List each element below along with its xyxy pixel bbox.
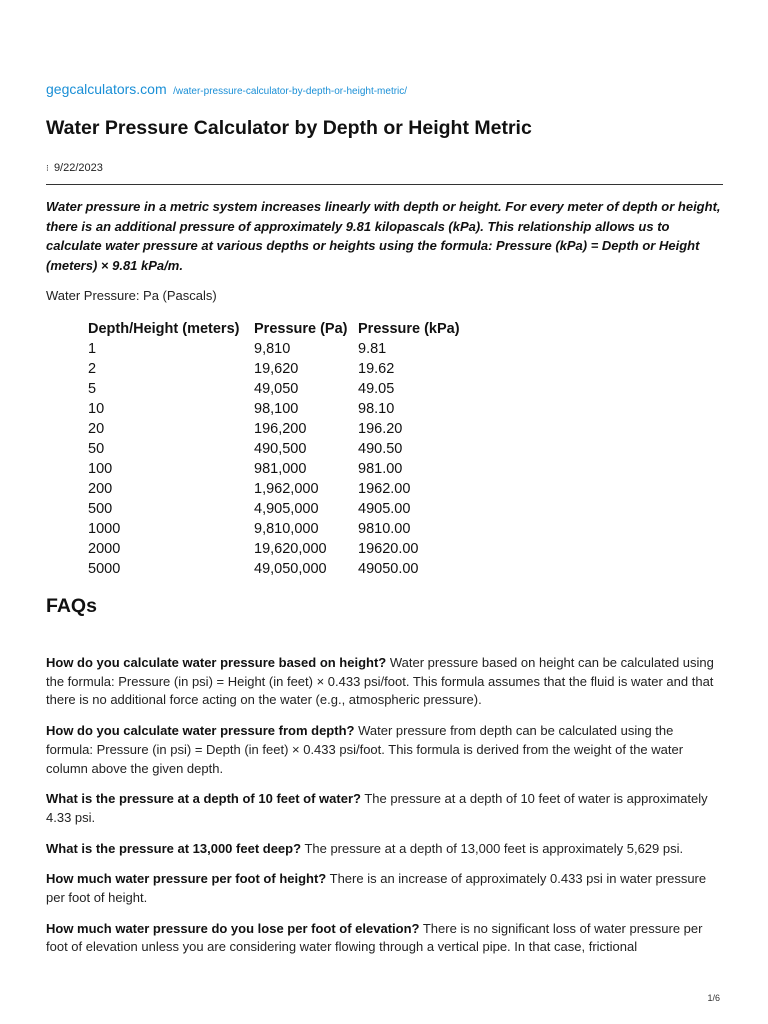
table-body bbox=[88, 339, 468, 579]
cell-depth: 2 bbox=[88, 361, 97, 377]
cell-pressure-pa: 19,620,000 bbox=[254, 541, 327, 557]
faqs-heading: FAQs bbox=[46, 595, 97, 617]
meta-line bbox=[46, 162, 103, 174]
units-line: Water Pressure: Pa (Pascals) bbox=[46, 288, 217, 303]
cell-pressure-pa: 1,962,000 bbox=[254, 481, 319, 497]
faq-answer: The pressure at a depth of 13,000 feet is approximately 5,629 psi. bbox=[304, 840, 684, 856]
table-row bbox=[88, 379, 468, 399]
cell-depth: 10 bbox=[88, 401, 105, 417]
source-url bbox=[46, 81, 407, 99]
table-header-row bbox=[88, 319, 468, 339]
faq-question: What is the pressure at 13,000 feet deep? bbox=[46, 840, 302, 856]
meta-dots-icon: ⁝ bbox=[46, 163, 49, 173]
table-row bbox=[88, 419, 468, 439]
cell-depth: 500 bbox=[88, 501, 113, 517]
column-header-pressure-pa: Pressure (Pa) bbox=[254, 321, 348, 337]
cell-depth: 100 bbox=[88, 461, 113, 477]
cell-pressure-pa: 9,810,000 bbox=[254, 521, 319, 537]
table-row bbox=[88, 519, 468, 539]
page-title: Water Pressure Calculator by Depth or Height Metric bbox=[46, 117, 532, 139]
cell-pressure-pa: 19,620 bbox=[254, 361, 299, 377]
faq-answer: Water pressure from depth can be calculated using the formula: Pressure (in psi) = Depth (in feet) × 0.433 psi/foot. This formula is derived from the weight of the water column above the given depth. bbox=[46, 723, 684, 776]
cell-pressure-kpa: 9810.00 bbox=[358, 521, 411, 537]
cell-pressure-kpa: 1962.00 bbox=[358, 481, 411, 497]
column-header-pressure-kpa: Pressure (kPa) bbox=[358, 321, 460, 337]
cell-pressure-kpa: 98.10 bbox=[358, 401, 395, 417]
publish-date: 9/22/2023 bbox=[53, 162, 103, 174]
cell-pressure-kpa: 490.50 bbox=[358, 441, 403, 457]
cell-pressure-pa: 490,500 bbox=[254, 441, 307, 457]
cell-pressure-kpa: 49.05 bbox=[358, 381, 395, 397]
cell-depth: 50 bbox=[88, 441, 105, 457]
table-row bbox=[88, 359, 468, 379]
faq-item bbox=[46, 920, 723, 957]
faq-answer: Water pressure based on height can be calculated using the formula: Pressure (in psi) = Height (in feet) × 0.433 psi/foot. This formula assumes that the fluid is water and that there is no additional force acting on the water (e.g., atmospheric pressure). bbox=[46, 655, 714, 708]
site-link[interactable]: gegcalculators.com bbox=[46, 81, 167, 97]
faq-item bbox=[46, 790, 723, 827]
table-row bbox=[88, 399, 468, 419]
table-row bbox=[88, 499, 468, 519]
cell-pressure-pa: 49,050 bbox=[254, 381, 299, 397]
faq-question: How much water pressure do you lose per foot of elevation? bbox=[46, 920, 420, 936]
faq-answer: The pressure at a depth of 10 feet of water is approximately 4.33 psi. bbox=[46, 791, 708, 825]
cell-pressure-pa: 4,905,000 bbox=[254, 501, 319, 517]
pressure-table bbox=[88, 319, 468, 579]
cell-pressure-kpa: 981.00 bbox=[358, 461, 403, 477]
faq-answer: There is no significant loss of water pressure per foot of elevation unless you are considering water flowing through a vertical pipe. In that case, frictional bbox=[46, 920, 703, 955]
table-row bbox=[88, 459, 468, 479]
cell-pressure-kpa: 196.20 bbox=[358, 421, 403, 437]
table-row bbox=[88, 539, 468, 559]
header-divider bbox=[46, 184, 723, 185]
page-number: 1/6 bbox=[707, 993, 720, 1003]
cell-pressure-kpa: 49050.00 bbox=[358, 561, 419, 577]
cell-depth: 5000 bbox=[88, 561, 121, 577]
table-row bbox=[88, 479, 468, 499]
cell-depth: 20 bbox=[88, 421, 105, 437]
cell-depth: 5 bbox=[88, 381, 97, 397]
cell-pressure-pa: 98,100 bbox=[254, 401, 299, 417]
cell-pressure-pa: 981,000 bbox=[254, 461, 307, 477]
cell-pressure-pa: 49,050,000 bbox=[254, 561, 327, 577]
cell-pressure-kpa: 9.81 bbox=[358, 341, 387, 357]
cell-depth: 2000 bbox=[88, 541, 121, 557]
cell-pressure-pa: 9,810 bbox=[254, 341, 291, 357]
cell-pressure-kpa: 19620.00 bbox=[358, 541, 419, 557]
faq-list bbox=[46, 654, 723, 969]
table-row bbox=[88, 339, 468, 359]
faq-question: What is the pressure at a depth of 10 feet of water? bbox=[46, 791, 361, 807]
cell-pressure-kpa: 4905.00 bbox=[358, 501, 411, 517]
document-page bbox=[46, 0, 723, 1024]
table-row bbox=[88, 559, 468, 579]
cell-depth: 1 bbox=[88, 341, 97, 357]
faq-item bbox=[46, 654, 723, 710]
column-header-depth: Depth/Height (meters) bbox=[88, 321, 240, 337]
faq-item bbox=[46, 722, 723, 778]
faq-answer: There is an increase of approximately 0.433 psi in water pressure per foot of height. bbox=[46, 871, 707, 906]
url-path[interactable]: /water-pressure-calculator-by-depth-or-height-metric/ bbox=[173, 86, 408, 97]
cell-depth: 200 bbox=[88, 481, 113, 497]
faq-question: How much water pressure per foot of height? bbox=[46, 871, 327, 887]
cell-pressure-pa: 196,200 bbox=[254, 421, 307, 437]
intro-paragraph: Water pressure in a metric system increases linearly with depth or height. For every meter of depth or height, there is an additional pressure of approximately 9.81 kilopascals (kPa). This relationship allows us to calculate water pressure at various depths or heights using the formula: Pressure (kPa) = Depth or Height (meters) × 9.81 kPa/m. bbox=[46, 199, 721, 273]
faq-item bbox=[46, 840, 723, 859]
cell-pressure-kpa: 19.62 bbox=[358, 361, 395, 377]
cell-depth: 1000 bbox=[88, 521, 121, 537]
faq-question: How do you calculate water pressure based on height? bbox=[46, 655, 387, 670]
faq-item bbox=[46, 870, 723, 907]
table-row bbox=[88, 439, 468, 459]
faq-question: How do you calculate water pressure from depth? bbox=[46, 723, 355, 739]
